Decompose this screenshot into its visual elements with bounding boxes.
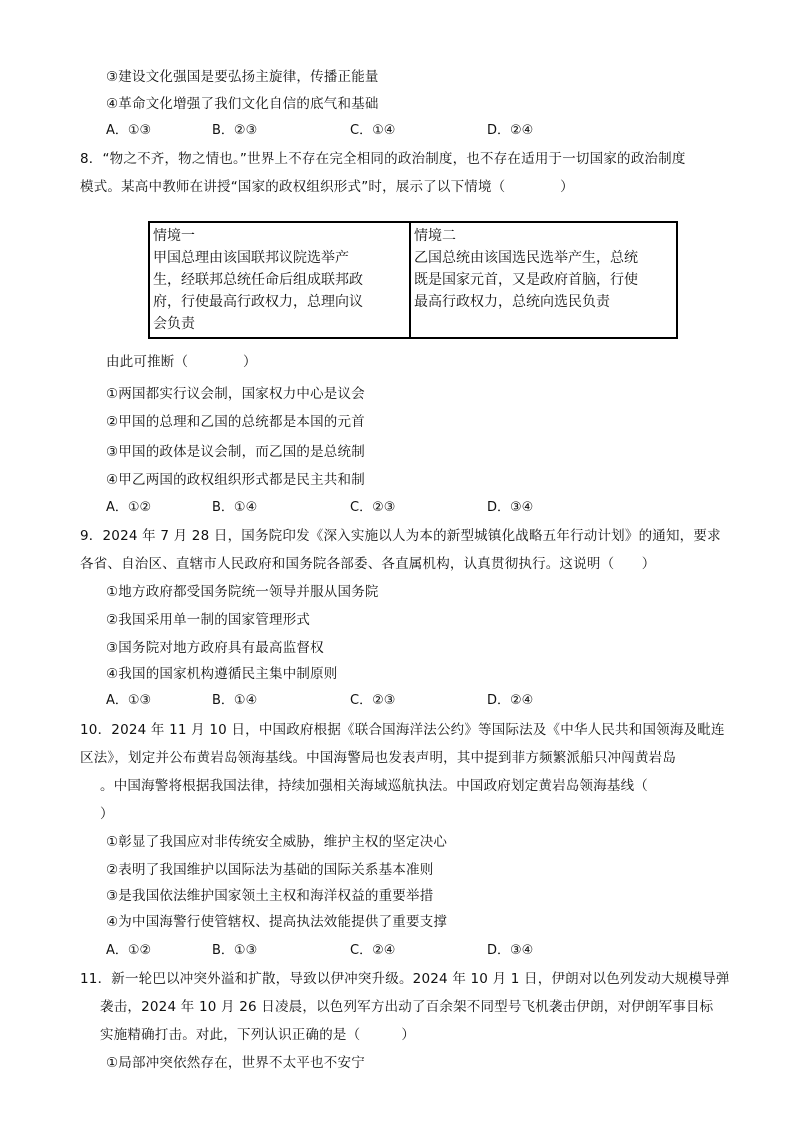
q10-stem-line-2: 区法》，划定并公布黄岩岛领海基线。中国海警局也发表声明，其中提到菲方频繁派船只冲闯黄岩岛 — [80, 750, 677, 766]
q8-option-c: C．②③ — [350, 500, 396, 515]
q8-question: 由此可推断（ ） — [106, 354, 257, 370]
q8-item-3: ③甲国的政体是议会制，而乙国的是总统制 — [106, 444, 365, 460]
q8-option-b: B．①④ — [212, 500, 258, 515]
q7-option-d: D．②④ — [487, 123, 534, 138]
q7-option-a: A．①③ — [106, 123, 152, 138]
situation-2-text: 乙国总统由该国选民选举产生，总统 — [414, 250, 638, 266]
q9-stem-line-1: 9．2024 年 7 月 28 日，国务院印发《深入实施以人为本的新型城镇化战略五年行动计划》的通知，要求 — [80, 528, 721, 544]
q10-option-c: C．②④ — [350, 943, 396, 958]
q10-option-b: B．①③ — [212, 943, 258, 958]
situation-1-text: 甲国总理由该国联邦议院选举产 — [153, 250, 349, 266]
q10-option-a: A．①② — [106, 943, 152, 958]
q9-item-4: ④我国的国家机构遵循民主集中制原则 — [106, 666, 338, 682]
q7-item-4: ④革命文化增强了我们文化自信的底气和基础 — [106, 96, 379, 112]
q9-option-b: B．①④ — [212, 693, 258, 708]
q8-stem-line-2: 模式。某高中教师在讲授“国家的政权组织形式”时，展示了以下情境（ ） — [80, 179, 574, 195]
situation-2-title: 情境二 — [414, 228, 456, 244]
q8-situation-table — [148, 221, 678, 339]
q9-option-a: A．①③ — [106, 693, 152, 708]
q9-option-d: D．②④ — [487, 693, 534, 708]
q8-option-a: A．①② — [106, 500, 152, 515]
situation-1-cell — [149, 222, 410, 338]
q7-option-b: B．②③ — [212, 123, 258, 138]
situation-2-text: 最高行政权力，总统向选民负责 — [414, 294, 610, 310]
q10-stem-line-4: ） — [100, 806, 114, 822]
q10-stem-line-1: 10．2024 年 11 月 10 日，中国政府根据《联合国海洋法公约》等国际法及《中华人民共和国领海及毗连 — [80, 722, 725, 738]
q9-option-c: C．②③ — [350, 693, 396, 708]
situation-1-text: 生，经联邦总统任命后组成联邦政 — [153, 272, 363, 288]
q11-item-1: ①局部冲突依然存在，世界不太平也不安宁 — [106, 1055, 365, 1071]
q11-stem-line-3: 实施精确打击。对此，下列认识正确的是（ ） — [100, 1027, 416, 1043]
situation-1-title: 情境一 — [153, 228, 195, 244]
q7-item-3: ③建设文化强国是要弘扬主旋律，传播正能量 — [106, 69, 379, 85]
q10-item-1: ①彰显了我国应对非传统安全威胁，维护主权的坚定决心 — [106, 834, 448, 850]
q8-item-2: ②甲国的总理和乙国的总统都是本国的元首 — [106, 414, 365, 430]
q9-item-3: ③国务院对地方政府具有最高监督权 — [106, 640, 324, 656]
q10-stem-line-3: 。中国海警将根据我国法律，持续加强相关海域巡航执法。中国政府划定黄岩岛领海基线（ — [100, 778, 648, 794]
q10-item-3: ③是我国依法维护国家领土主权和海洋权益的重要举措 — [106, 888, 434, 904]
q7-option-c: C．①④ — [350, 123, 396, 138]
situation-2-cell — [410, 222, 677, 338]
q10-item-4: ④为中国海警行使管辖权、提高执法效能提供了重要支撑 — [106, 914, 448, 930]
q8-stem-line-1: 8．“物之不齐，物之情也。”世界上不存在完全相同的政治制度，也不存在适用于一切国家的政治制度 — [80, 151, 686, 167]
q8-item-4: ④甲乙两国的政权组织形式都是民主共和制 — [106, 472, 365, 488]
q9-item-1: ①地方政府都受国务院统一领导并服从国务院 — [106, 584, 379, 600]
q11-stem-line-1: 11．新一轮巴以冲突外溢和扩散，导致以伊冲突升级。2024 年 10 月 1 日，伊朗对以色列发动大规模导弹 — [80, 971, 730, 987]
q11-stem-line-2: 袭击，2024 年 10 月 26 日凌晨，以色列军方出动了百余架不同型号飞机袭击伊朗，对伊朗军事目标 — [100, 999, 714, 1015]
q10-option-d: D．③④ — [487, 943, 534, 958]
situation-1-text: 府，行使最高行政权力，总理向议 — [153, 294, 363, 310]
situation-2-text: 既是国家元首，又是政府首脑，行使 — [414, 272, 638, 288]
q10-item-2: ②表明了我国维护以国际法为基础的国际关系基本准则 — [106, 862, 434, 878]
q9-stem-line-2: 各省、自治区、直辖市人民政府和国务院各部委、各直属机构，认真贯彻执行。这说明（ ） — [80, 556, 656, 572]
q9-item-2: ②我国采用单一制的国家管理形式 — [106, 612, 311, 628]
situation-1-text: 会负责 — [153, 316, 195, 332]
q8-option-d: D．③④ — [487, 500, 534, 515]
q8-item-1: ①两国都实行议会制，国家权力中心是议会 — [106, 386, 365, 402]
